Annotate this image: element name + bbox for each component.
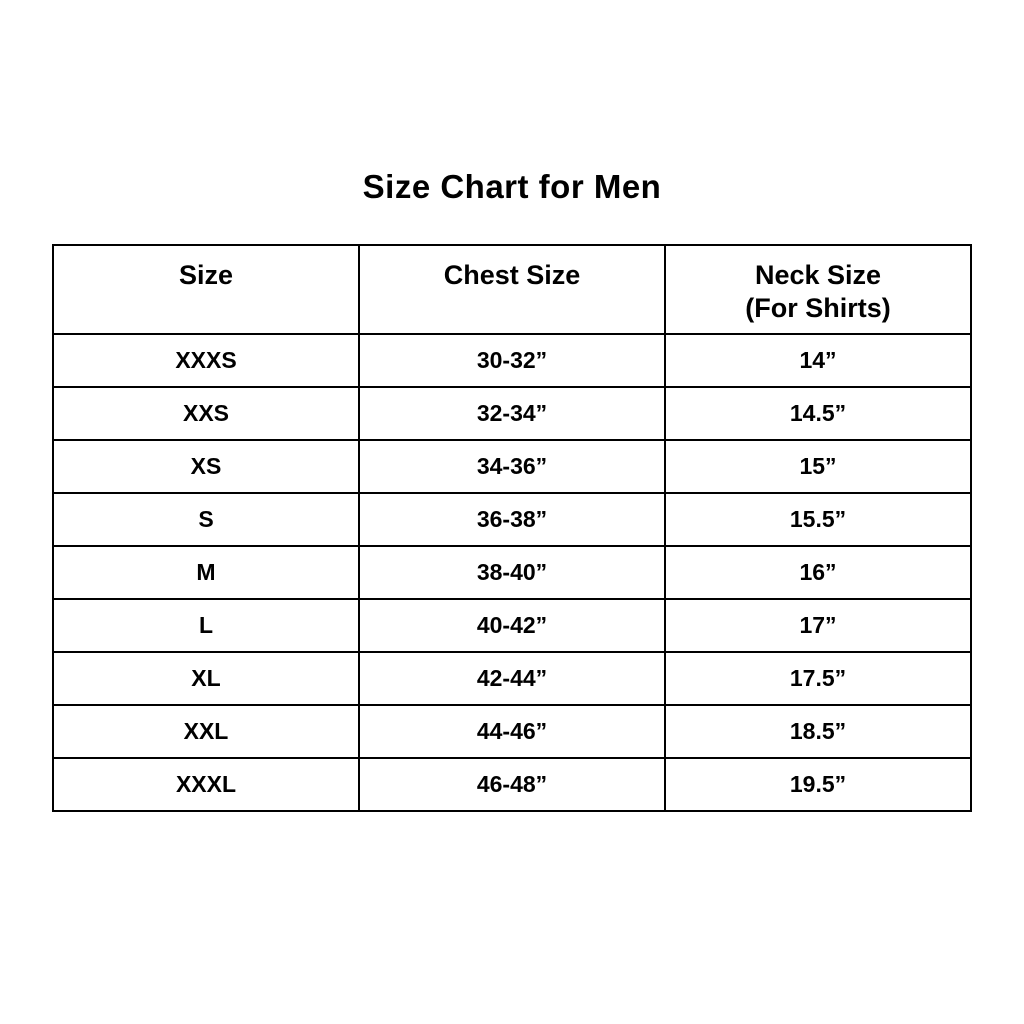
column-header-neck-size xyxy=(665,245,971,334)
neck-size-cell: 14.5” xyxy=(665,387,971,440)
chest-size-cell: 38-40” xyxy=(359,546,665,599)
neck-size-cell: 17.5” xyxy=(665,652,971,705)
table-row xyxy=(53,652,971,705)
table-body xyxy=(53,334,971,811)
neck-size-cell: 15” xyxy=(665,440,971,493)
size-chart-table xyxy=(52,244,972,812)
size-cell: XL xyxy=(53,652,359,705)
chest-size-cell: 42-44” xyxy=(359,652,665,705)
table-row xyxy=(53,758,971,811)
column-header-chest-size xyxy=(359,245,665,334)
neck-size-cell: 14” xyxy=(665,334,971,387)
neck-size-cell: 18.5” xyxy=(665,705,971,758)
table-row xyxy=(53,546,971,599)
table-row xyxy=(53,493,971,546)
chest-size-cell: 44-46” xyxy=(359,705,665,758)
size-cell: XS xyxy=(53,440,359,493)
size-cell: L xyxy=(53,599,359,652)
size-cell: XXXL xyxy=(53,758,359,811)
size-cell: XXS xyxy=(53,387,359,440)
neck-size-cell: 16” xyxy=(665,546,971,599)
column-header-size-label: Size xyxy=(178,260,234,290)
chest-size-cell: 32-34” xyxy=(359,387,665,440)
table-row xyxy=(53,599,971,652)
table-row xyxy=(53,705,971,758)
column-header-size xyxy=(53,245,359,334)
chest-size-cell: 40-42” xyxy=(359,599,665,652)
table-row xyxy=(53,334,971,387)
page-title: Size Chart for Men xyxy=(362,168,662,205)
chest-size-cell: 34-36” xyxy=(359,440,665,493)
size-cell: XXXS xyxy=(53,334,359,387)
table-row xyxy=(53,440,971,493)
column-header-chest-size-label: Chest Size xyxy=(443,260,581,290)
size-cell: M xyxy=(53,546,359,599)
chest-size-cell: 30-32” xyxy=(359,334,665,387)
table-row xyxy=(53,387,971,440)
table-header-row xyxy=(53,245,971,334)
column-header-neck-size-sublabel: (For Shirts) xyxy=(745,293,891,323)
size-cell: S xyxy=(53,493,359,546)
size-cell: XXL xyxy=(53,705,359,758)
neck-size-cell: 15.5” xyxy=(665,493,971,546)
column-header-neck-size-label: Neck Size xyxy=(754,260,882,290)
chest-size-cell: 36-38” xyxy=(359,493,665,546)
chest-size-cell: 46-48” xyxy=(359,758,665,811)
neck-size-cell: 19.5” xyxy=(665,758,971,811)
neck-size-cell: 17” xyxy=(665,599,971,652)
